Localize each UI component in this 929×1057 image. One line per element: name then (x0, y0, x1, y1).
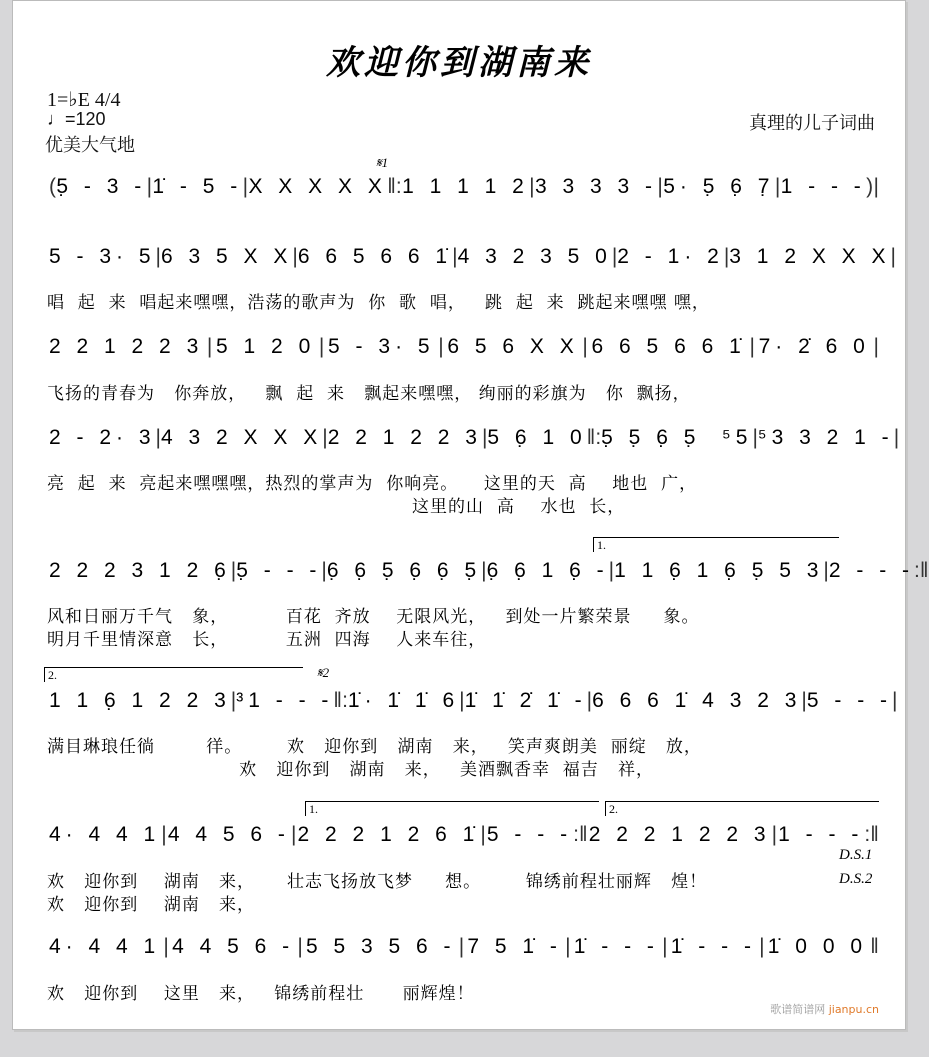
measure: 5 5 3 5 6 - (305, 935, 456, 958)
dal-segno-1: D.S.1 (839, 847, 873, 863)
barline: :‖ (573, 823, 588, 846)
measure: 1̇· 1̇ 1̇ 6 (347, 689, 460, 712)
watermark-domain: jianpu.cn (828, 1003, 879, 1016)
lyric-line: 风和日丽万千气 象， 百花 齐放 无限风光， 到处一片繁荣景 象。 (47, 607, 700, 627)
segno-1: 𝄋1 (376, 155, 389, 170)
measure: 3 1 2 X X X (729, 245, 891, 268)
volta-second-ending: 2. (44, 667, 303, 682)
barline: | (662, 935, 668, 958)
barline: | (438, 335, 444, 358)
lyric-line: 欢 迎你到 湖南 来， 美酒飘香幸 福吉 祥， (47, 760, 654, 780)
volta-first-ending: 1. (593, 537, 839, 552)
notation-row (49, 426, 900, 450)
lyric-line: 唱 起 来 唱起来嘿嘿，浩荡的歌声为 你 歌 唱， 跳 起 来 跳起来嘿嘿 嘿， (47, 293, 710, 313)
barline: ‖: (387, 175, 402, 198)
measure: 6̣ 6̣ 1 6̣ - (486, 559, 609, 582)
barline: | (452, 245, 458, 268)
expression-marking: 优美大气地 (45, 135, 135, 156)
lyric-line: 欢 迎你到 这里 来， 锦绣前程壮 丽辉煌！ (47, 984, 475, 1004)
barline: | (459, 689, 465, 712)
barline: | (608, 559, 615, 582)
measure: 5 - - - (806, 689, 893, 712)
measure: 2 2 2 1 2 6 1̇ (297, 823, 480, 846)
measure: 2 2 2 1 2 2 3 (588, 823, 771, 846)
barline: | (321, 559, 327, 582)
measure: 6 6 5 6 6 1̇ (591, 335, 746, 358)
barline: | (823, 559, 829, 582)
barline: | (723, 245, 730, 268)
barline: ‖ (870, 935, 879, 958)
volta-first-ending-2: 1. (305, 801, 599, 816)
lyric-line: 这里的山 高 水也 长， (47, 497, 626, 517)
measure: 5̣ - - - (236, 559, 322, 582)
measure: 5 - - - (486, 823, 573, 846)
barline: | (774, 175, 781, 198)
measure: 7· 2̇ 6 0 (758, 335, 870, 358)
barline: | (749, 335, 755, 358)
song-title: 欢迎你到湖南来 (326, 43, 592, 83)
measure: 2 - - - (828, 559, 915, 582)
barline: | (582, 335, 588, 358)
barline: | (873, 335, 879, 358)
measure: 3 3 3 3 - (534, 175, 658, 198)
barline: | (480, 823, 486, 846)
dal-segno-2: D.S.2 (839, 871, 873, 887)
barline: | (529, 175, 535, 198)
measure: 4· 4 4 1 (49, 935, 161, 958)
barline: | (206, 335, 213, 358)
barline: | (771, 823, 778, 846)
barline: | (292, 245, 298, 268)
measure: 1 - - - (780, 175, 866, 198)
measure: 4 3 2 3 5 0 (457, 245, 612, 268)
barline: :‖ (914, 559, 929, 582)
measure: 6 6 6 1̇ 4 3 2 3 (592, 689, 802, 712)
measure: 1̇ - 5 - (152, 175, 243, 198)
composer-credit: 真理的儿子词曲 (749, 113, 875, 134)
measure: ³1 - - - (236, 689, 334, 712)
barline: | (155, 245, 161, 268)
barline: | (893, 426, 900, 449)
barline: | (801, 689, 807, 712)
barline: | (565, 935, 571, 958)
measure: 2 - 2· 3 (49, 426, 156, 449)
barline: | (318, 335, 325, 358)
barline: ) (866, 175, 874, 198)
barline: | (752, 426, 758, 449)
barline: | (290, 823, 297, 846)
measure: 6 5 6 X X (447, 335, 579, 358)
lyric-line: 飞扬的青春为 你奔放， 飘 起 来 飘起来嘿嘿， 绚丽的彩旗为 你 飘扬， (47, 384, 691, 404)
barline: | (242, 175, 249, 198)
measure: 2 2 2 3 1 2 6̣ (49, 559, 231, 582)
measure: 2 2 1 2 2 3 (49, 335, 204, 358)
measure: X X X X X (248, 175, 387, 198)
key-signature: 1=♭E 4/4 (47, 89, 121, 111)
barline: | (481, 426, 488, 449)
notation-row (49, 559, 929, 583)
barline: | (892, 689, 898, 712)
barline: | (873, 175, 879, 198)
notation-row (49, 175, 879, 199)
barline: | (230, 689, 237, 712)
notation-row (49, 335, 879, 359)
barline: | (759, 935, 765, 958)
lyric-line: 满目琳琅任徜 徉。 欢 迎你到 湖南 来， 笑声爽朗美 丽绽 放， (47, 737, 702, 757)
measure: 1 1 1 1 2 (402, 175, 529, 198)
lyric-line: 亮 起 来 亮起来嘿嘿嘿，热烈的掌声为 你响亮。 这里的天 高 地也 广， (47, 474, 698, 494)
barline: | (230, 559, 237, 582)
measure: 1̇ 1̇ 2̇ 1̇ - (464, 689, 587, 712)
measure: 5 1 2 0 (216, 335, 316, 358)
notation-row (49, 245, 896, 269)
barline: | (155, 426, 161, 449)
measure: 4 3 2 X X X (161, 426, 323, 449)
measure: 1 1 6̣ 1 2 2 3 (49, 689, 231, 712)
barline: | (146, 175, 153, 198)
measure: 2 2 1 2 2 3 (327, 426, 482, 449)
barline: | (890, 245, 896, 268)
measure: 5 - 3· 5 (49, 245, 156, 268)
barline: | (611, 245, 618, 268)
barline: | (586, 689, 593, 712)
measure: 5 6̣ 1 0 (487, 426, 587, 449)
barline: | (481, 559, 487, 582)
measure: 5· 5̣ 6̣ 7̣ (663, 175, 775, 198)
barline: | (322, 426, 328, 449)
watermark-site-name: 歌谱简谱网 (770, 1003, 826, 1016)
segno-2: 𝄋2 (317, 665, 330, 680)
measure: 4 4 5 6 - (172, 935, 295, 958)
barline: :‖ (864, 823, 879, 846)
measure: 1̇ 0 0 0 (767, 935, 868, 958)
lyric-line: 明月千里情深意 长， 五洲 四海 人来车往， (47, 630, 487, 650)
barline: | (458, 935, 465, 958)
measure: ⁵3 3 2 1 - (757, 426, 894, 449)
tempo-marking: ♩=120 (47, 109, 106, 129)
volta-second-ending-2: 2. (605, 801, 879, 816)
measure: 1 1 6̣ 1 6̣ 5̣ 5 3 (614, 559, 824, 582)
measure: 5̣ - 3 - (56, 175, 147, 198)
measure: 5 - 3· 5 (328, 335, 435, 358)
watermark (770, 1001, 879, 1017)
notation-row (49, 823, 879, 847)
measure: 7 5 1̇ - (467, 935, 562, 958)
lyric-line: 欢 迎你到 湖南 来， 壮志飞扬放飞梦 想。 锦绣前程壮丽辉 煌！ (47, 872, 708, 892)
measure: 1 - - - (778, 823, 864, 846)
measure: 1̇ - - - (670, 935, 756, 958)
barline: | (163, 935, 169, 958)
lyric-line: 欢 迎你到 湖南 来， (47, 895, 256, 915)
measure: 6 3 5 X X (161, 245, 293, 268)
measure: 4 4 5 6 - (167, 823, 290, 846)
measure: 2 - 1· 2 (617, 245, 724, 268)
barline: | (297, 935, 303, 958)
barline: ‖: (333, 689, 348, 712)
notation-row (49, 689, 898, 713)
notation-row (49, 935, 879, 959)
measure: 4· 4 4 1 (49, 823, 161, 846)
barline: | (161, 823, 167, 846)
measure: 6 6 5 6 6 1̇ (297, 245, 453, 268)
score-page (12, 0, 929, 1030)
measure: 6̣ 6̣ 5̣ 6̣ 6̣ 5̣ (326, 559, 482, 582)
barline: ( (49, 175, 56, 198)
barline: ‖: (586, 426, 602, 449)
barline: | (657, 175, 663, 198)
measure: 5̣ 5̣ 6̣ 5̣ ⁵5 (601, 426, 753, 449)
measure: 1̇ - - - (573, 935, 659, 958)
